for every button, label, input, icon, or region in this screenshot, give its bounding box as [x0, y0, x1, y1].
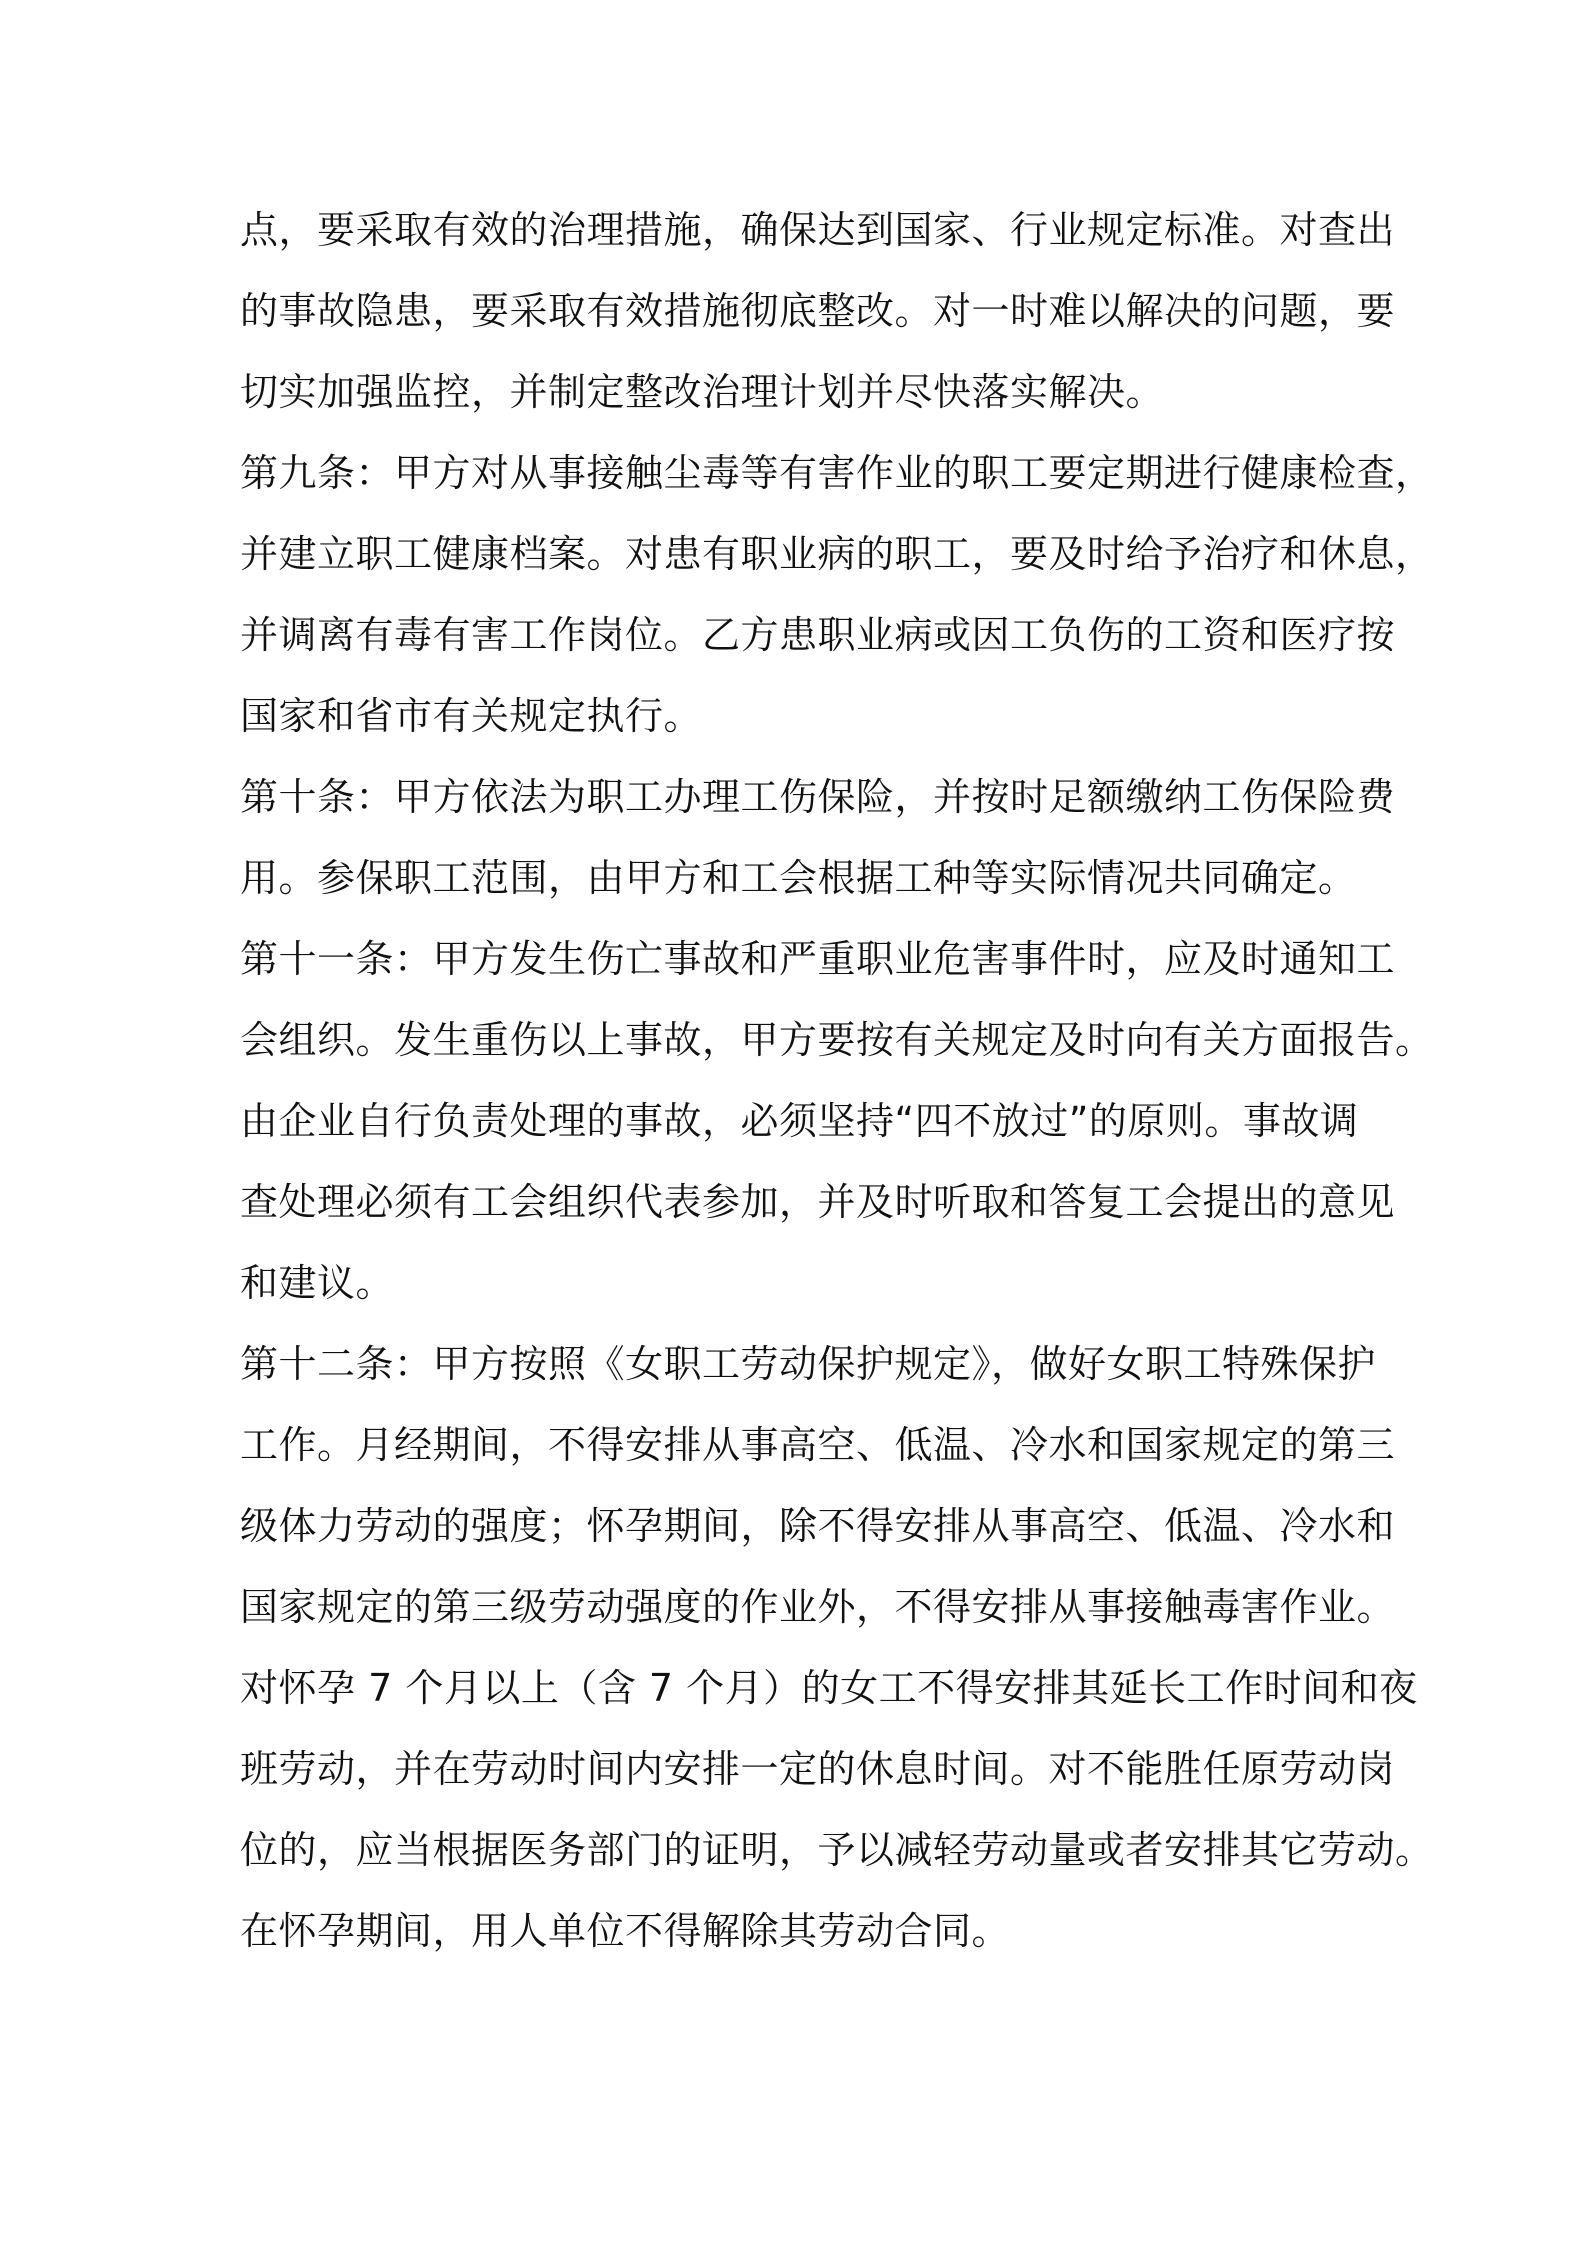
text-line: 级体力劳动的强度；怀孕期间，除不得安排从事高空、低温、冷水和 [240, 1504, 1396, 1548]
document-body [240, 190, 1434, 1972]
text-line: 在怀孕期间，用人单位不得解除其劳动合同。 [240, 1909, 1011, 1953]
text-line: 国家和省市有关规定执行。 [240, 694, 703, 738]
article-12-line: 第十二条：甲方按照《女职工劳动保护规定》，做好女职工特殊保护 [240, 1342, 1377, 1386]
text-line: 和建议。 [240, 1261, 395, 1305]
text-line: 班劳动，并在劳动时间内安排一定的休息时间。对不能胜任原劳动岗 [240, 1747, 1396, 1791]
text-line: 工作。月经期间，不得安排从事高空、低温、冷水和国家规定的第三 [240, 1423, 1396, 1467]
text-line: 并调离有毒有害工作岗位。乙方患职业病或因工负伤的工资和医疗按 [240, 613, 1396, 657]
text-line: 会组织。发生重伤以上事故，甲方要按有关规定及时向有关方面报告。 [240, 1018, 1434, 1062]
text-line: 由企业自行负责处理的事故，必须坚持“四不放过”的原则。事故调 [240, 1099, 1359, 1143]
article-11-line: 第十一条：甲方发生伤亡事故和严重职业危害事件时，应及时通知工 [240, 937, 1396, 981]
text-line: 查处理必须有工会组织代表参加，并及时听取和答复工会提出的意见 [240, 1180, 1396, 1224]
text-line: 位的，应当根据医务部门的证明，予以减轻劳动量或者安排其它劳动。 [240, 1828, 1434, 1872]
text-line: 国家规定的第三级劳动强度的作业外，不得安排从事接触毒害作业。 [240, 1585, 1396, 1629]
text-line: 并建立职工健康档案。对患有职业病的职工，要及时给予治疗和休息， [240, 532, 1434, 576]
text-line: 对怀孕 7 个月以上（含 7 个月）的女工不得安排其延长工作时间和夜 [240, 1666, 1418, 1710]
text-line: 点，要采取有效的治理措施，确保达到国家、行业规定标准。对查出 [240, 208, 1396, 252]
text-line: 用。参保职工范围，由甲方和工会根据工种等实际情况共同确定。 [240, 856, 1357, 900]
article-9-line: 第九条：甲方对从事接触尘毒等有害作业的职工要定期进行健康检查， [240, 451, 1434, 495]
article-10-line: 第十条：甲方依法为职工办理工伤保险，并按时足额缴纳工伤保险费 [240, 775, 1396, 819]
text-line: 的事故隐患，要采取有效措施彻底整改。对一时难以解决的问题，要 [240, 289, 1396, 333]
text-line: 切实加强监控，并制定整改治理计划并尽快落实解决。 [240, 370, 1165, 414]
